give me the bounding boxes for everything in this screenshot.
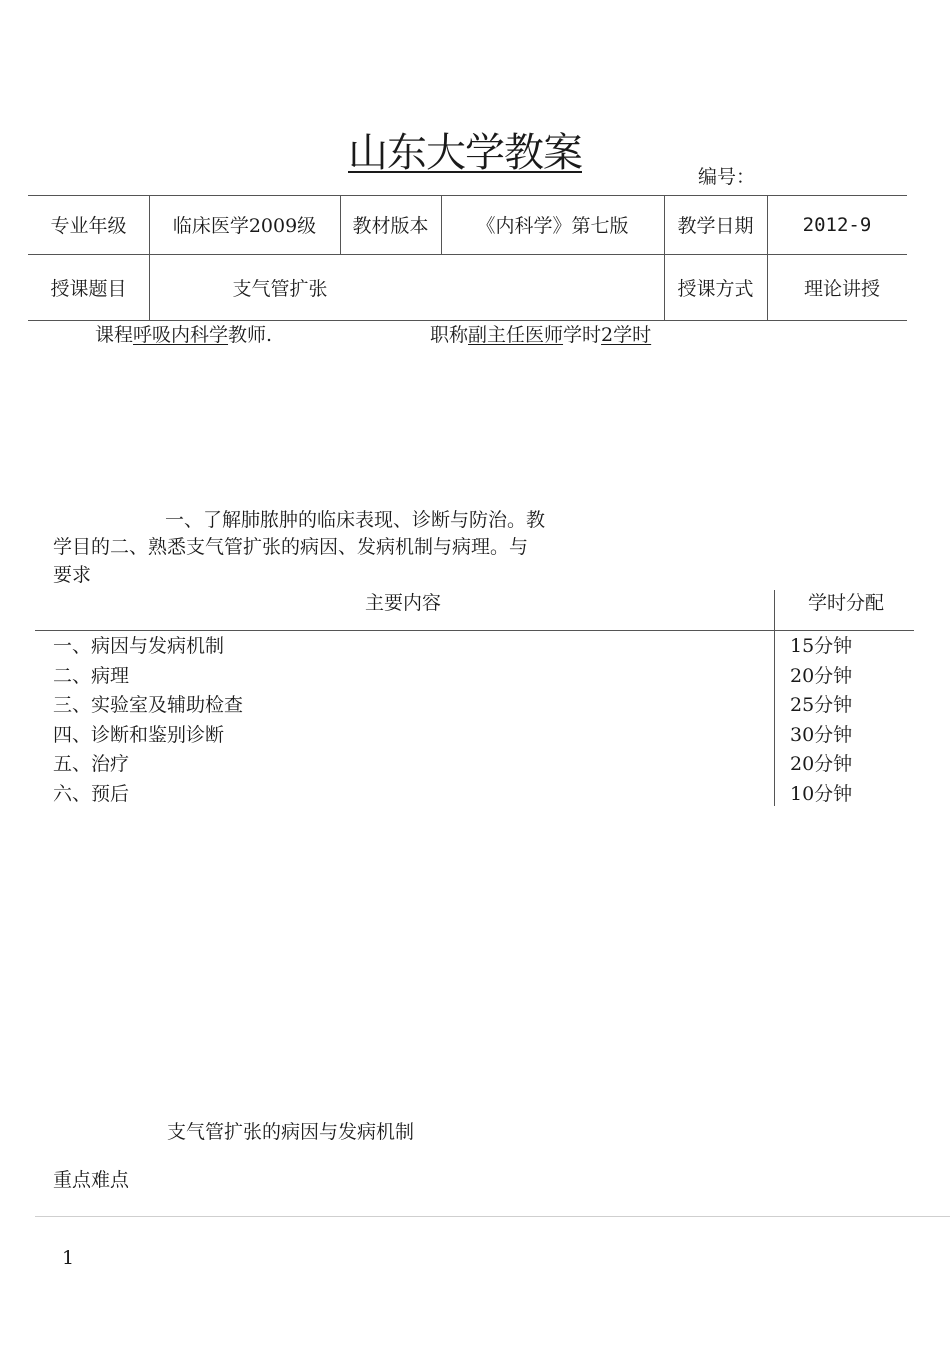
- content-item: 一、病因与发病机制: [53, 635, 225, 657]
- textbook-label: 教材版本: [352, 215, 429, 237]
- hours-value: 2学时: [601, 324, 652, 346]
- content-time: 30分钟: [790, 724, 853, 746]
- teaching-method-value: 理论讲授: [803, 277, 880, 300]
- content-time: 15分钟: [790, 635, 853, 657]
- lecture-topic-label: 授课题目: [50, 277, 127, 300]
- course-info-line: [95, 320, 272, 350]
- content-item: 三、实验室及辅助检查: [53, 694, 244, 716]
- textbook-value: 《内科学》第七版: [476, 215, 629, 237]
- teaching-date-label: 教学日期: [677, 215, 754, 237]
- teaching-date-value: 2012-9: [802, 213, 872, 236]
- serial-number-label: 编号：: [698, 166, 756, 188]
- content-item: 五、治疗: [53, 753, 130, 775]
- content-item: 二、病理: [53, 665, 130, 687]
- document-title: 山东大学教案: [348, 130, 582, 176]
- content-item: 六、预后: [53, 783, 130, 805]
- page-footer-divider: [35, 1216, 950, 1217]
- content-time: 10分钟: [790, 783, 853, 805]
- content-item: 四、诊断和鉴别诊断: [53, 724, 225, 746]
- title-hours-line: [430, 320, 651, 350]
- key-points-label: 重点难点: [53, 1169, 130, 1191]
- key-points-value: 支气管扩张的病因与发病机制: [167, 1121, 415, 1143]
- objectives-line-2: 学目的二、熟悉支气管扩张的病因、发病机制与病理。与: [53, 536, 529, 558]
- time-allocation-header: 学时分配: [808, 592, 885, 614]
- major-grade-label: 专业年级: [50, 215, 127, 237]
- teaching-method-label: 授课方式: [677, 277, 754, 300]
- teacher-label: 教师.: [228, 324, 273, 346]
- content-table-divider: [774, 590, 775, 806]
- hours-label: 学时: [563, 324, 602, 346]
- professional-title-label: 职称: [430, 324, 469, 346]
- main-content-header: 主要内容: [365, 592, 442, 614]
- content-time: 25分钟: [790, 694, 853, 716]
- course-label: 课程: [95, 324, 134, 346]
- objectives-line-1: 一、了解肺脓肿的临床表现、诊断与防治。教: [165, 509, 546, 531]
- lecture-topic-value: 支气管扩张: [232, 277, 328, 300]
- major-grade-value: 临床医学2009级: [172, 215, 317, 237]
- objectives-line-3: 要求: [53, 564, 92, 586]
- course-value: 呼吸内科学: [133, 324, 229, 346]
- professional-title-value: 副主任医师: [468, 324, 564, 346]
- content-time: 20分钟: [790, 665, 853, 687]
- content-time: 20分钟: [790, 753, 853, 775]
- page-number: 1: [62, 1247, 75, 1269]
